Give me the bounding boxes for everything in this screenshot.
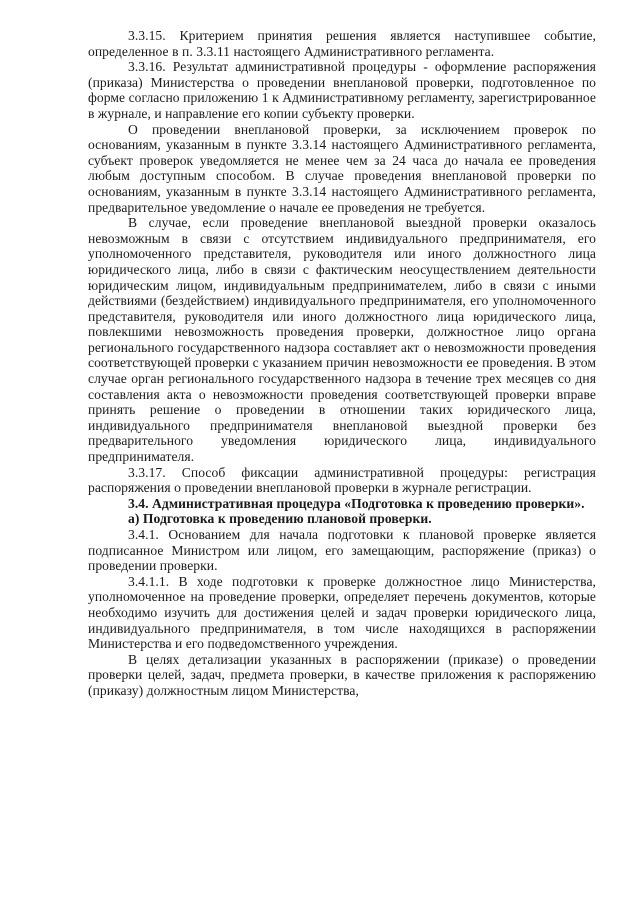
paragraph-3-3-16: 3.3.16. Результат административной процедуры - оформление распоряжения (приказа) Министерства о проведении внеплановой проверки, подготовленное по форме согласно приложению 1 к Административному регламенту, зарегистрированное в журнале, и направление его копии субъекту проверки. (88, 59, 596, 121)
paragraph-3-3-15: 3.3.15. Критерием принятия решения является наступившее событие, определенное в п. 3.3.11 настоящего Административного регламента. (88, 28, 596, 59)
paragraph-3-3-17: 3.3.17. Способ фиксации административной процедуры: регистрация распоряжения о проведении внеплановой проверки в журнале регистрации. (88, 464, 596, 496)
paragraph-impossibility-act: В случае, если проведение внеплановой выездной проверки оказалось невозможным в связи с отсутствием индивидуального предпринимателя, его уполномоченного представителя, руководителя или иного должностного лица юридического лица, либо в связи с фактическим неосуществлением деятельности юридическим лицом, индивидуальным предпринимателем, либо в связи с иными действиями (бездействием) индивидуального предпринимателя, его уполномоченного представителя, руководителя или иного должностного лица юридического лица, повлекшими невозможность проведения проверки, должностное лицо органа регионального государственного надзора составляет акт о невозможности проведения соответствующей проверки с указанием причин невозможности ее проведения. В этом случае орган регионального государственного надзора в течение трех месяцев со дня составления акта о невозможности проведения соответствующей проверки вправе принять решение о проведении в отношении таких юридического лица, индивидуального предпринимателя внеплановой выездной проверки без предварительного уведомления юридического лица, индивидуального предпринимателя. (88, 215, 596, 465)
paragraph-3-4-1: 3.4.1. Основанием для начала подготовки к плановой проверке является подписанное Министром или лицом, его замещающим, распоряжение (приказ) о проведении проверки. (88, 527, 596, 574)
paragraph-detailing-goals: В целях детализации указанных в распоряжении (приказе) о проведении проверки целей, задач, предмета проверки, в качестве приложения к распоряжению (приказу) должностным лицом Министерства, (88, 651, 596, 698)
section-heading-3-4: 3.4. Административная процедура «Подготовка к проведению проверки». (128, 495, 585, 511)
paragraph-3-4-1-1: 3.4.1.1. В ходе подготовки к проверке должностное лицо Министерства, уполномоченное на проведение проверки, определяет перечень документов, которые необходимо изучить для достижения целей и задач проверки юридического лица, индивидуального предпринимателя, в том числе находящихся в распоряжении Министерства и его подведомственного учреждения. (88, 573, 596, 652)
paragraph-unscheduled-notice: О проведении внеплановой проверки, за исключением проверок по основаниям, указанным в пункте 3.3.14 настоящего Административного регламента, субъект проверок уведомляется не менее чем за 24 часа до начала ее проведения любым доступным способом. В случае проведения внеплановой проверки по основаниям, указанным в пункте 3.3.14 настоящего Административного регламента, предварительное уведомление о начале ее проведения не требуется. (88, 121, 596, 215)
subheading-planned-inspection: а) Подготовка к проведению плановой проверки. (128, 511, 432, 527)
